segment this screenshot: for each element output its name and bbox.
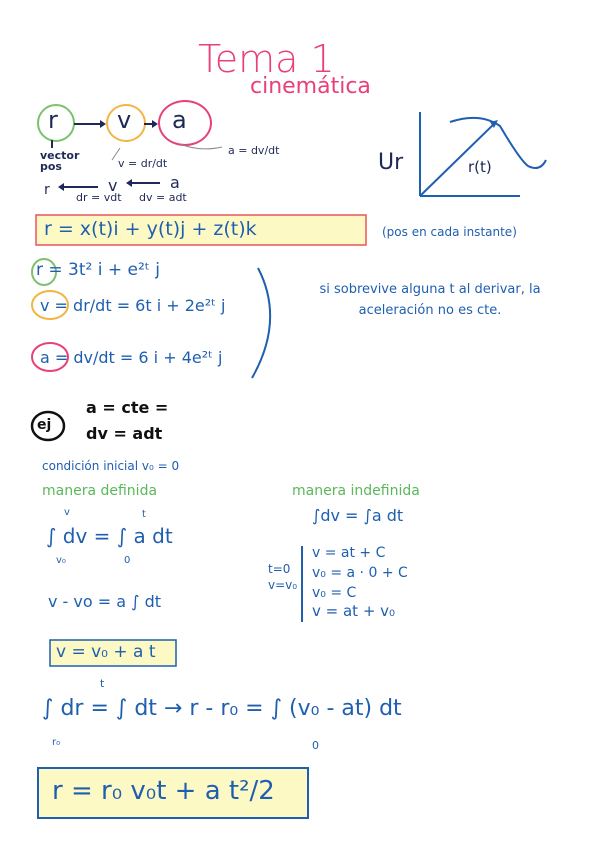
example-v: v = dr/dt = 6t i + 2e²ᵗ j xyxy=(40,296,226,315)
indefinite-step-3: v₀ = C xyxy=(312,585,357,601)
ej-line2: dv = adt xyxy=(86,424,163,443)
ej-label: ej xyxy=(37,417,52,433)
example-a: a = dv/dt = 6 i + 4e²ᵗ j xyxy=(40,348,223,367)
vector-pos-label: vector pos xyxy=(40,149,80,173)
position-note: (pos en cada instante) xyxy=(382,225,517,239)
definite-result: v = v₀ + a t xyxy=(56,642,156,662)
bound-v-top: v xyxy=(64,507,70,518)
bound-v-bottom: v₀ xyxy=(56,555,66,566)
final-bound-t-bottom: 0 xyxy=(312,739,319,752)
chain-v: v xyxy=(117,106,132,134)
position-equation: r = x(t)i + y(t)j + z(t)k xyxy=(44,218,257,240)
indefinite-integral: ∫dv = ∫a dt xyxy=(312,506,404,525)
manera-definida: manera definida xyxy=(42,483,158,499)
bound-t-bottom: 0 xyxy=(124,555,131,566)
graph-ylabel: Ur xyxy=(378,150,404,175)
indefinite-conditions: t=0 v=v₀ xyxy=(268,562,298,592)
final-result: r = r₀ v₀t + a t²/2 xyxy=(52,776,275,806)
indefinite-step-4: v = at + v₀ xyxy=(312,602,396,620)
ej-line1: a = cte = xyxy=(86,398,169,417)
indefinite-step-1: v = at + C xyxy=(312,545,386,561)
chain-r: r xyxy=(48,106,58,134)
page-subtitle: cinemática xyxy=(250,74,371,99)
final-integral: ∫ dr = ∫ dt → r - r₀ = ∫ (v₀ - at) dt xyxy=(42,696,402,721)
example-note: si sobrevive alguna t al derivar, la aceleración no es cte. xyxy=(319,282,541,318)
final-bound-t-top: t xyxy=(100,677,105,690)
definite-step: v - vo = a ∫ dt xyxy=(48,592,161,611)
final-bound-r0: r₀ xyxy=(52,737,61,748)
graph-curve-label: r(t) xyxy=(468,158,492,176)
label-a: a xyxy=(170,173,180,192)
label-v: v xyxy=(108,176,118,195)
indefinite-step-2: v₀ = a · 0 + C xyxy=(312,565,408,581)
initial-condition: condición inicial v₀ = 0 xyxy=(42,459,180,473)
page-title: Tema 1 xyxy=(198,37,335,81)
definite-integral: ∫ dv = ∫ a dt xyxy=(46,524,173,548)
a-definition: a = dv/dt xyxy=(228,144,280,157)
manera-indefinida: manera indefinida xyxy=(292,483,420,499)
chain-a: a xyxy=(172,106,187,134)
bound-t-top: t xyxy=(142,509,146,520)
v-definition: v = dr/dt xyxy=(118,157,168,170)
integral-relations: dr = vdt dv = adt xyxy=(76,191,187,204)
example-r: r = 3t² i + e²ᵗ j xyxy=(36,260,160,280)
label-r: r xyxy=(44,182,50,198)
